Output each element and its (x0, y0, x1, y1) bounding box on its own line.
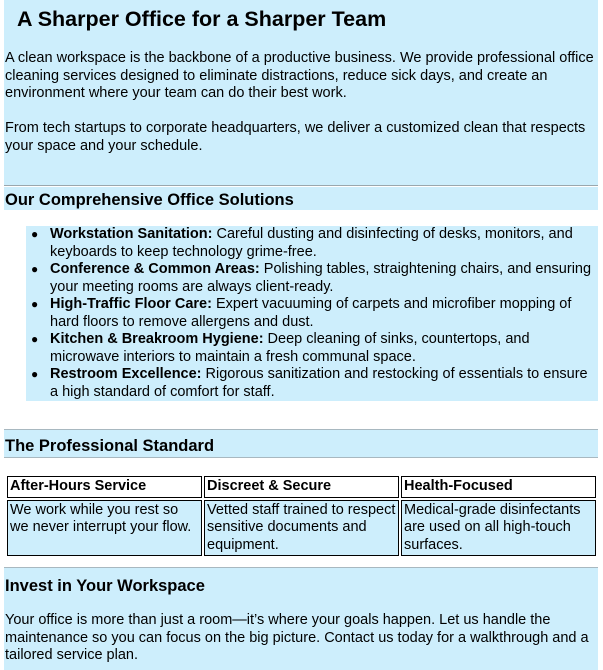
list-item (26, 331, 598, 366)
bullet-icon: ● (31, 227, 39, 241)
item-text: Expert vacuuming of carpets and microfiber mopping of hard floors to remove allergens and dust. (50, 296, 572, 330)
item-text: Rigorous sanitization and restocking of essentials to ensure a high standard of comfort for staff. (50, 366, 588, 400)
hero-second-paragraph: From tech startups to corporate headquarters, we deliver a customized clean that respects your space and your schedule. (5, 120, 586, 154)
hero-section (4, 0, 598, 185)
list-item (26, 366, 598, 401)
list-item (26, 261, 598, 296)
invest-section (4, 568, 598, 670)
table-row (7, 500, 596, 557)
standard-table (5, 474, 598, 558)
item-text: Polishing tables, straightening chairs, and ensuring your meeting rooms are always client-ready. (50, 261, 592, 295)
column-header: After-Hours Service (7, 476, 202, 498)
table-cell: Medical-grade disinfectants are used on all high-touch surfaces. (401, 500, 596, 557)
item-title: Kitchen & Breakroom Hygiene: (50, 331, 264, 347)
divider (4, 185, 598, 186)
divider (4, 457, 598, 458)
solutions-heading: Our Comprehensive Office Solutions (4, 187, 598, 210)
bullet-icon: ● (31, 332, 39, 346)
table-cell: Vetted staff trained to respect sensitive documents and equipment. (204, 500, 399, 557)
table-cell: We work while you rest so we never interrupt your flow. (7, 500, 202, 557)
item-text: Careful dusting and disinfecting of desks, monitors, and keyboards to keep technology grime-free. (50, 226, 573, 260)
column-header: Discreet & Secure (204, 476, 399, 498)
list-item (26, 226, 598, 261)
solutions-list (26, 226, 598, 401)
bullet-icon: ● (31, 262, 39, 276)
bullet-icon: ● (31, 367, 39, 381)
bullet-icon: ● (31, 297, 39, 311)
item-title: High-Traffic Floor Care: (50, 296, 212, 312)
list-item (26, 296, 598, 331)
table-header-row (7, 476, 596, 498)
item-title: Restroom Excellence: (50, 366, 202, 382)
item-text: Deep cleaning of sinks, countertops, and microwave interiors to maintain a fresh communal space. (50, 331, 530, 365)
hero-title: A Sharper Office for a Sharper Team (17, 7, 387, 31)
item-title: Conference & Common Areas: (50, 261, 260, 277)
column-header: Health-Focused (401, 476, 596, 498)
invest-heading: Invest in Your Workspace (5, 577, 205, 595)
standard-heading: The Professional Standard (4, 430, 598, 457)
item-title: Workstation Sanitation: (50, 226, 213, 242)
hero-intro-paragraph: A clean workspace is the backbone of a productive business. We provide professional office cleaning services designed to eliminate distractions, reduce sick days, and create an environment where your team can do their best work. (5, 50, 594, 101)
invest-paragraph: Your office is more than just a room—it’s where your goals happen. Let us handle the maintenance so you can focus on the big picture. Contact us today for a walkthrough and a tailored service plan. (5, 612, 589, 663)
